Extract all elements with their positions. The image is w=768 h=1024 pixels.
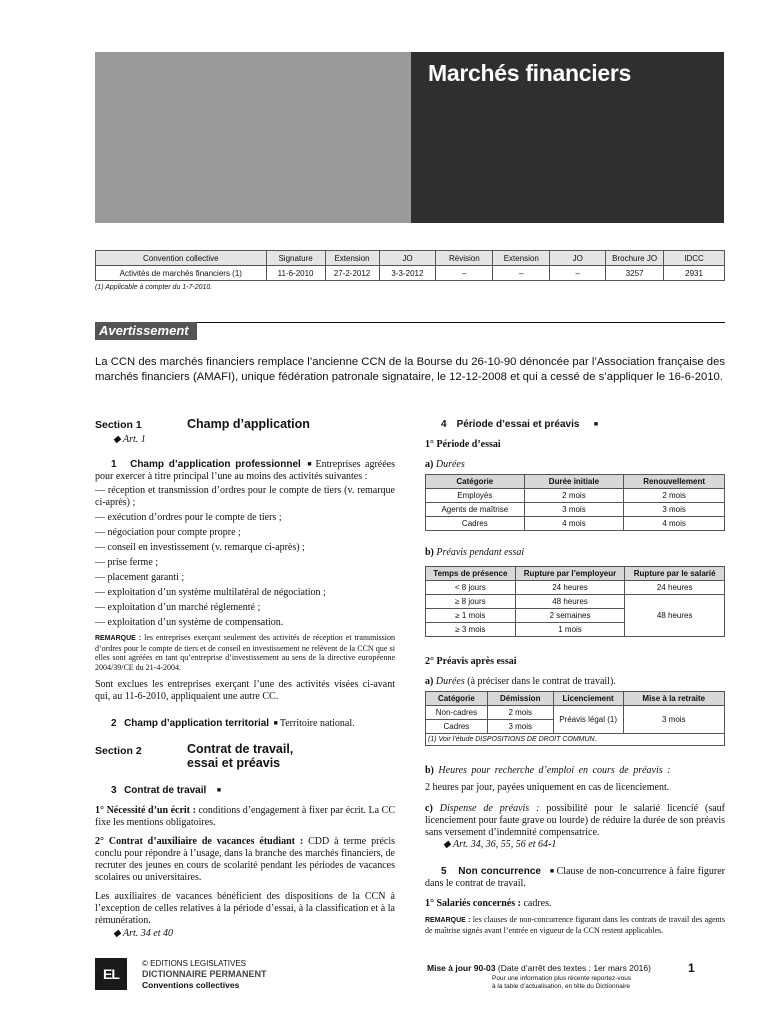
table-cell: Temps de présence [426, 567, 516, 581]
table-header [426, 567, 725, 581]
remark [425, 915, 725, 935]
subheading: 1° Période d’essai [425, 439, 501, 450]
footer-update [427, 963, 651, 973]
table-cell: 2 mois [624, 489, 725, 503]
table-cell: 2 semaines [515, 609, 625, 623]
table-cell: 2931 [664, 266, 725, 281]
paragraph [95, 458, 395, 483]
item-title: Période d’essai et préavis [456, 419, 580, 430]
table-cell: 4 mois [624, 517, 725, 531]
paragraph-text: CDD à terme précis conclu pour répondre à l’usage, dans la branche des marchés financiers, de recruter des jeunes en cours de scolarité pendant les périodes de vacances scolaires ou universitaires. [95, 836, 395, 883]
footer-info-line: Pour une information plus récente reportez-vous [492, 975, 632, 982]
paragraph-title: Dispense de préavis : [439, 803, 540, 814]
paragraph: Les auxiliaires de vacances bénéficient des dispositions de la CCN à l’exception de celles relatives à la période d’essai, à la classification et à la rémunération. [95, 891, 395, 926]
table-cell: 3 mois [524, 503, 624, 517]
update-date: (Date d’arrêt des textes : 1er mars 2016) [497, 963, 651, 973]
table-cell: Cadres [426, 517, 525, 531]
label: a) [425, 676, 434, 687]
table-cell: 1 mois [515, 623, 625, 637]
subheading-b [425, 547, 725, 559]
item-title: Champ d’application territorial [124, 718, 270, 729]
subheading-a [425, 459, 725, 471]
table-cell: ≥ 3 mois [426, 623, 516, 637]
table-cell: 48 heures [625, 595, 725, 637]
remark-label: REMARQUE : [425, 917, 471, 924]
list-item: — prise ferme ; [95, 557, 159, 568]
table-cell: 24 heures [515, 581, 625, 595]
table-cell: Durée initiale [524, 475, 624, 489]
table-cell: < 8 jours [426, 581, 516, 595]
footer-publisher: © EDITIONS LEGISLATIVES [142, 959, 246, 968]
item-text: Entreprises agréées pour exercer à titre principal l’une au moins des activités suivantes : [95, 459, 396, 482]
table-cell: Mise à la retraite [623, 692, 724, 706]
paragraph-text: cadres. [523, 898, 552, 909]
remark [95, 633, 395, 672]
square-bullet-icon: ■ [216, 786, 222, 794]
table-cell: 4 mois [524, 517, 624, 531]
item-number: 5 [441, 866, 447, 877]
activities-list [95, 485, 395, 629]
list-item: — exploitation d’un marché réglementé ; [95, 602, 261, 613]
table-cell: Employés [426, 489, 525, 503]
label: c) [425, 803, 433, 814]
table-cell: ≥ 1 mois [426, 609, 516, 623]
subheading: 2° Préavis après essai [425, 656, 517, 667]
square-bullet-icon: ■ [593, 420, 599, 428]
list-item: — exploitation d’un système de compensation. [95, 617, 284, 628]
table-cell: Renouvellement [624, 475, 725, 489]
page-number: 1 [688, 961, 695, 975]
remark-label: REMARQUE : [95, 635, 142, 642]
item-text: Clause de non-concurrence à faire figurer dans le contrat de travail. [425, 866, 726, 889]
list-item: — placement garanti ; [95, 572, 185, 583]
remark-text: les entreprises exerçant seulement des activités de réception et transmission d’ordres pour le compte de tiers et de conseil en investissement ne relèvent de la CCN que si elles sont agréées en tant qu’entreprise d’investissement au sens de la directive européenne 2004/39/CE du 21-4-2004. [95, 633, 395, 672]
list-item: — négociation pour compte propre ; [95, 527, 241, 538]
paragraph [425, 418, 725, 431]
table-cell: Préavis légal (1) [553, 706, 623, 734]
table-cell: Signature [266, 251, 325, 266]
update-label: Mise à jour 90-03 [427, 963, 496, 973]
table-cell: – [436, 266, 493, 281]
table-row [426, 734, 725, 746]
table-cell: Extension [493, 251, 550, 266]
avertissement-text: La CCN des marchés financiers remplace l’ancienne CCN de la Bourse du 26-10-90 dénoncée par l’Association française des marchés financiers (AMAFI), unique fédération patronale signataire, le 12-12-2008 et qui a cessé de s’appliquer le 16-6-2010. [95, 356, 725, 383]
table-row [426, 489, 725, 503]
label: a) [425, 459, 434, 470]
label: b) [425, 765, 434, 776]
table-cell: 3 mois [487, 720, 553, 734]
section-title [187, 742, 293, 770]
item-text: Territoire national. [279, 718, 355, 729]
table-cell: Révision [436, 251, 493, 266]
table-cell: Convention collective [96, 251, 267, 266]
table-cell: Rupture par le salarié [625, 567, 725, 581]
footer-info [492, 975, 631, 990]
preavis-apres-table [425, 691, 725, 746]
list-item: — exploitation d’un système multilatéral de négociation ; [95, 587, 326, 598]
item-title: Contrat de travail [124, 785, 207, 796]
convention-table-header [96, 251, 725, 266]
durees-table [425, 474, 725, 531]
page-title: Marchés financiers [428, 60, 631, 86]
table-row [96, 266, 725, 281]
table-cell: Brochure JO [606, 251, 664, 266]
item-title: Champ d’application professionnel [130, 459, 301, 470]
header-grey-block [95, 52, 411, 223]
section-label: Section 2 [95, 745, 142, 757]
subheading-a2 [425, 676, 725, 688]
table-cell: – [550, 266, 606, 281]
subheading-title: Durées [435, 676, 465, 687]
subheading-text: (à préciser dans le contrat de travail). [467, 676, 616, 687]
paragraph [95, 836, 395, 884]
square-bullet-icon: ■ [307, 460, 314, 468]
table-row [426, 581, 725, 595]
footer-dictionary: DICTIONNAIRE PERMANENT [142, 969, 267, 979]
preavis-essai-table [425, 566, 725, 637]
table-cell: 3 mois [624, 503, 725, 517]
table-cell: Catégorie [426, 692, 488, 706]
table-cell: Rupture par l’employeur [515, 567, 625, 581]
paragraph [425, 865, 725, 890]
right-column-middle [425, 656, 725, 688]
paragraph-lead: 2° Contrat d’auxiliaire de vacances étudiant : [95, 836, 304, 847]
table-cell: ≥ 8 jours [426, 595, 516, 609]
table-cell: Agents de maîtrise [426, 503, 525, 517]
table-cell: 3257 [606, 266, 664, 281]
paragraph [95, 717, 395, 730]
table-cell: 2 mois [524, 489, 624, 503]
subheading-title: Préavis pendant essai [436, 547, 525, 558]
table-cell: – [493, 266, 550, 281]
table-cell: Cadres [426, 720, 488, 734]
convention-table [95, 250, 725, 281]
table-cell: 11-6-2010 [266, 266, 325, 281]
article-ref: ◆ Art. 34 et 40 [113, 928, 174, 939]
paragraph-title: Heures pour recherche d’emploi en cours de préavis : [438, 765, 671, 776]
item-number: 1 [111, 459, 117, 470]
table-cell: 2 mois [487, 706, 553, 720]
table-cell: Non-cadres [426, 706, 488, 720]
logo-text: EL [103, 966, 119, 982]
paragraph-text: conditions d’engagement à fixer par écrit. La CC fixe les mentions obligatoires. [95, 805, 395, 828]
list-item: — exécution d’ordres pour le compte de tiers ; [95, 512, 282, 523]
paragraph [95, 805, 395, 829]
table-row [426, 503, 725, 517]
paragraph [425, 765, 725, 777]
table-header [426, 692, 725, 706]
table-cell: JO [550, 251, 606, 266]
section-title: Champ d’application [187, 417, 310, 431]
square-bullet-icon: ■ [273, 719, 278, 727]
paragraph-text: possibilité pour le salarié licencié (sauf licenciement pour faute grave ou lourde) de réduire la durée de son préavis sans versement d’indemnité compensatrice. [425, 803, 725, 838]
right-column-bottom [425, 765, 725, 935]
footer-info-line: à la table d’actualisation, en tête du Dictionnaire [492, 982, 631, 990]
item-title: Non concurrence [458, 866, 541, 877]
table-cell: 27-2-2012 [325, 266, 379, 281]
table-cell: JO [379, 251, 436, 266]
table-cell: IDCC [664, 251, 725, 266]
table-row [426, 706, 725, 720]
section-title-line: Contrat de travail, [187, 742, 294, 756]
remark-text: les clauses de non-concurrence figurant dans les contrats de travail des agents de maîtrise signés avant l’entrée en vigueur de la CCN restent applicables. [425, 915, 726, 935]
paragraph [425, 803, 725, 839]
table-cell: 48 heures [515, 595, 625, 609]
table-cell: 3 mois [623, 706, 724, 734]
item-number: 3 [111, 785, 117, 796]
table-footnote: (1) Applicable à compter du 1-7-2010. [95, 284, 213, 291]
table-cell: Démission [487, 692, 553, 706]
table-row [426, 595, 725, 609]
table-row [426, 517, 725, 531]
label: b) [425, 547, 434, 558]
paragraph [425, 898, 725, 910]
section-title-line: essai et préavis [187, 756, 281, 770]
paragraph-lead: 1° Salariés concernés : [425, 898, 521, 909]
list-item: — conseil en investissement (v. remarque ci-après) ; [95, 542, 305, 553]
table-header [426, 475, 725, 489]
left-column [95, 416, 395, 940]
list-item: — réception et transmission d’ordres pour le compte de tiers (v. remarque ci-après) ; [95, 485, 395, 508]
item-number: 2 [111, 718, 117, 729]
paragraph [95, 784, 395, 797]
table-cell: 24 heures [625, 581, 725, 595]
table-cell: Catégorie [426, 475, 525, 489]
table-cell: Extension [325, 251, 379, 266]
right-column-top [425, 418, 725, 471]
paragraph: Sont exclues les entreprises exerçant l’une des activités visées ci-avant qui, au 11-6-2010, appliquaient une autre CC. [95, 679, 395, 702]
item-number: 4 [441, 419, 447, 430]
table-cell: Licenciement [553, 692, 623, 706]
subheading-title: Durées [435, 459, 465, 470]
table-footnote: (1) Voir l’étude DISPOSITIONS DE DROIT COMMUN. [426, 734, 725, 746]
paragraph-lead: 1° Nécessité d’un écrit : [95, 805, 196, 816]
paragraph: 2 heures par jour, payées uniquement en cas de licenciement. [425, 782, 670, 793]
square-bullet-icon: ■ [549, 867, 555, 875]
section-label: Section 1 [95, 419, 142, 431]
avertissement-label: Avertissement [95, 322, 197, 340]
table-cell: 3-3-2012 [379, 266, 436, 281]
article-ref: ◆ Art. 1 [113, 434, 146, 445]
table-cell: Activités de marchés financiers (1) [96, 266, 267, 281]
footer-subtitle: Conventions collectives [142, 980, 240, 990]
article-ref: ◆ Art. 34, 36, 55, 56 et 64-1 [443, 839, 557, 850]
